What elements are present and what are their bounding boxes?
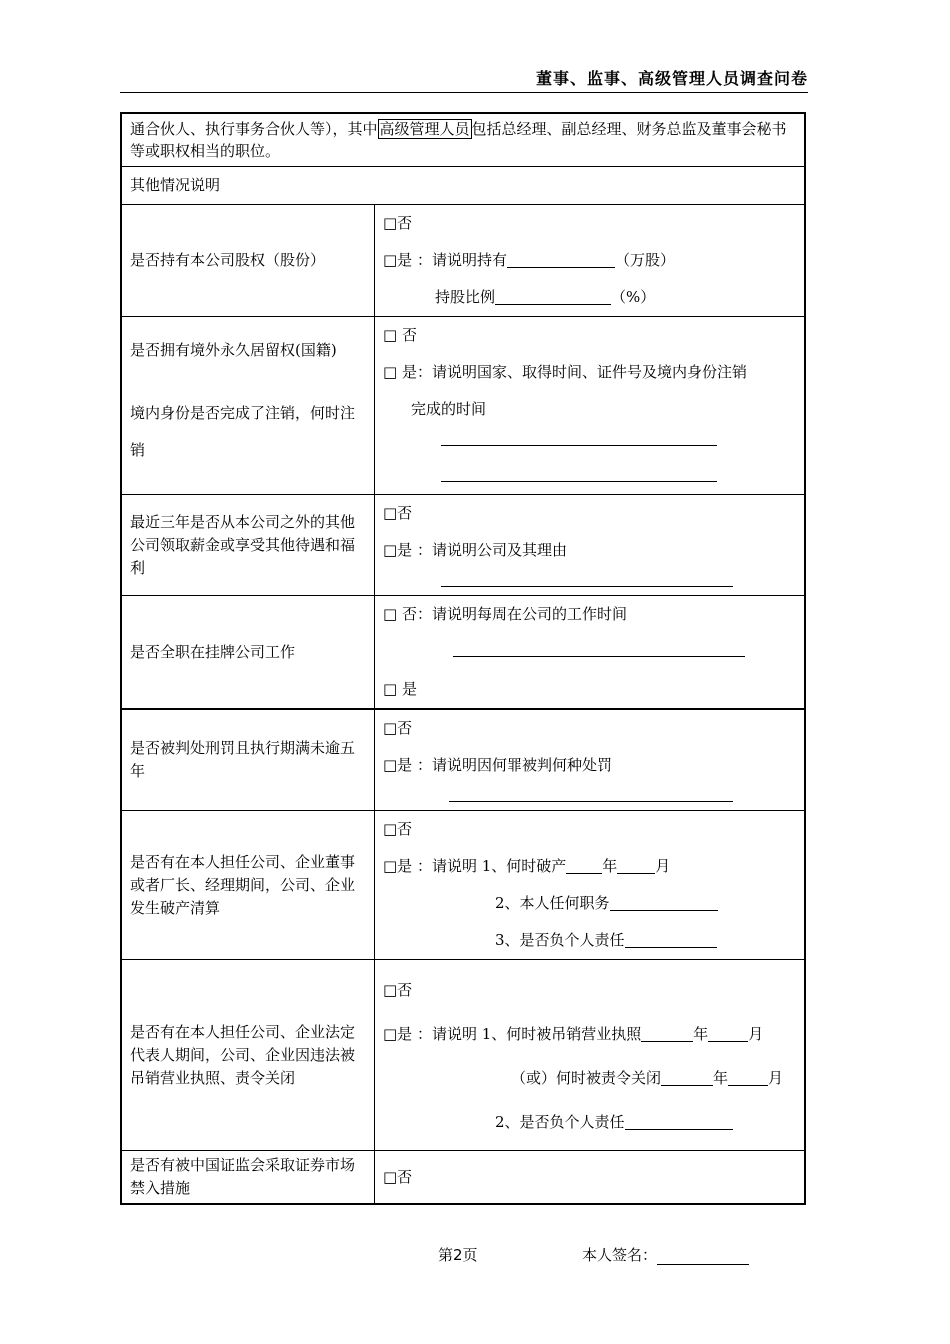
- header-divider: [120, 92, 808, 93]
- liability-label: 2、是否负个人责任: [495, 1112, 625, 1131]
- ratio-blank[interactable]: [495, 290, 611, 305]
- revoked-month-blank[interactable]: [708, 1027, 748, 1042]
- position-blank[interactable]: [610, 896, 718, 911]
- table-row: [121, 205, 805, 317]
- intro-row: [121, 113, 805, 167]
- question-criminal: 是否被判处刑罚且执行期满未逾五年: [121, 709, 375, 811]
- question-other-salary: 最近三年是否从本公司之外的其他公司领取薪金或享受其他待遇和福利: [121, 495, 375, 596]
- intro-cell: [121, 113, 805, 167]
- signature-line: [582, 1244, 749, 1265]
- closed-line: [383, 1056, 796, 1100]
- ratio-line: [383, 279, 796, 316]
- option-no[interactable]: □ 否：请说明每周在公司的工作时间: [383, 605, 627, 623]
- liability-blank[interactable]: [625, 933, 717, 948]
- option-yes-label: □是 ：请说明 1、何时破产: [383, 857, 567, 875]
- ratio-unit: （%）: [611, 288, 656, 306]
- position-line: [383, 885, 796, 922]
- residency-blank-1[interactable]: [383, 428, 796, 446]
- bankruptcy-year-blank[interactable]: [566, 859, 602, 874]
- document-title: 董事、监事、高级管理人员调查问卷: [535, 69, 808, 88]
- liability-line: [383, 922, 796, 959]
- question-residency-b: 境内身份是否完成了注销，何时注销: [130, 404, 356, 459]
- option-yes[interactable]: [383, 848, 796, 885]
- option-yes[interactable]: [383, 242, 796, 279]
- intro-highlight: 高级管理人员: [379, 120, 470, 138]
- page-number: 第2页: [438, 1246, 478, 1264]
- month-label: 月: [655, 857, 671, 875]
- table-row: [121, 495, 805, 596]
- answer-license-revoked: [375, 960, 806, 1151]
- option-yes-label: □是 ：请说明 1、何时被吊销营业执照: [383, 1024, 642, 1043]
- option-yes-label: □是 ：请说明持有: [383, 251, 507, 269]
- question-equity: 是否持有本公司股权（股份）: [121, 205, 375, 317]
- liability-blank[interactable]: [625, 1115, 733, 1130]
- year-label: 年: [693, 1024, 709, 1043]
- shares-unit: （万股）: [614, 251, 675, 269]
- section-title-row: [121, 167, 805, 205]
- signature-label: 本人签名：: [582, 1246, 658, 1264]
- bankruptcy-month-blank[interactable]: [617, 859, 655, 874]
- answer-full-time: [375, 596, 806, 710]
- table-row: [121, 811, 805, 960]
- shares-blank[interactable]: [507, 253, 615, 268]
- closed-year-blank[interactable]: [661, 1071, 713, 1086]
- question-residency-a: 是否拥有境外永久居留权(国籍): [130, 341, 337, 359]
- residency-blank-2[interactable]: [383, 446, 796, 494]
- punishment-blank[interactable]: [383, 784, 796, 810]
- salary-reason-blank[interactable]: [383, 569, 796, 595]
- option-no[interactable]: □否: [383, 820, 413, 838]
- revoked-year-blank[interactable]: [641, 1027, 693, 1042]
- liability-label: 3、是否负个人责任: [495, 931, 625, 949]
- month-label: 月: [748, 1024, 764, 1043]
- ratio-label: 持股比例: [435, 288, 496, 306]
- month-label: 月: [768, 1068, 784, 1087]
- option-no[interactable]: □否: [383, 719, 413, 737]
- work-time-blank[interactable]: [383, 633, 796, 671]
- answer-residency: [375, 317, 806, 495]
- intro-text-before: 通合伙人、执行事务合伙人等），其中: [130, 120, 378, 138]
- position-label: 2、本人任何职务: [495, 894, 610, 912]
- option-no[interactable]: □否: [383, 980, 413, 999]
- option-no[interactable]: □否: [383, 504, 413, 522]
- option-yes[interactable]: [383, 1012, 796, 1056]
- option-no[interactable]: □否: [383, 214, 413, 232]
- liability-line: [383, 1100, 796, 1144]
- option-yes-continued: 完成的时间: [411, 400, 487, 418]
- option-yes[interactable]: □是 ：请说明因何罪被判何种处罚: [383, 756, 612, 774]
- option-no[interactable]: □否: [383, 1167, 413, 1186]
- table-row: [121, 1151, 805, 1205]
- signature-blank[interactable]: [657, 1248, 749, 1265]
- question-bankruptcy: 是否有在本人担任公司、企业董事或者厂长、经理期间，公司、企业发生破产清算: [121, 811, 375, 960]
- answer-other-salary: [375, 495, 806, 596]
- answer-equity: [375, 205, 806, 317]
- question-residency: [121, 317, 375, 495]
- closed-label: （或）何时被责令关闭: [511, 1068, 662, 1087]
- option-yes[interactable]: □是 ：请说明公司及其理由: [383, 541, 567, 559]
- answer-criminal: [375, 709, 806, 811]
- closed-month-blank[interactable]: [728, 1071, 768, 1086]
- option-yes[interactable]: □ 是：请说明国家、取得时间、证件号及境内身份注销: [383, 363, 747, 381]
- table-row: [121, 960, 805, 1151]
- table-row: [121, 709, 805, 811]
- question-market-ban: 是否有被中国证监会采取证券市场禁入措施: [121, 1151, 375, 1205]
- intro-text-after: 包括总经理、副总经理、财务总监及董事会秘书等或职权相当的职位。: [130, 120, 787, 160]
- question-license-revoked: 是否有在本人担任公司、企业法定代表人期间，公司、企业因违法被吊销营业执照、责令关闭: [121, 960, 375, 1151]
- option-no[interactable]: □ 否: [383, 326, 417, 344]
- section-title: 其他情况说明: [121, 167, 805, 205]
- option-yes[interactable]: □ 是: [383, 680, 417, 698]
- question-full-time: 是否全职在挂牌公司工作: [121, 596, 375, 710]
- answer-market-ban: [375, 1151, 806, 1205]
- table-row: [121, 317, 805, 495]
- answer-bankruptcy: [375, 811, 806, 960]
- year-label: 年: [713, 1068, 729, 1087]
- table-row: [121, 596, 805, 710]
- questionnaire-table: [120, 112, 806, 1205]
- year-label: 年: [602, 857, 618, 875]
